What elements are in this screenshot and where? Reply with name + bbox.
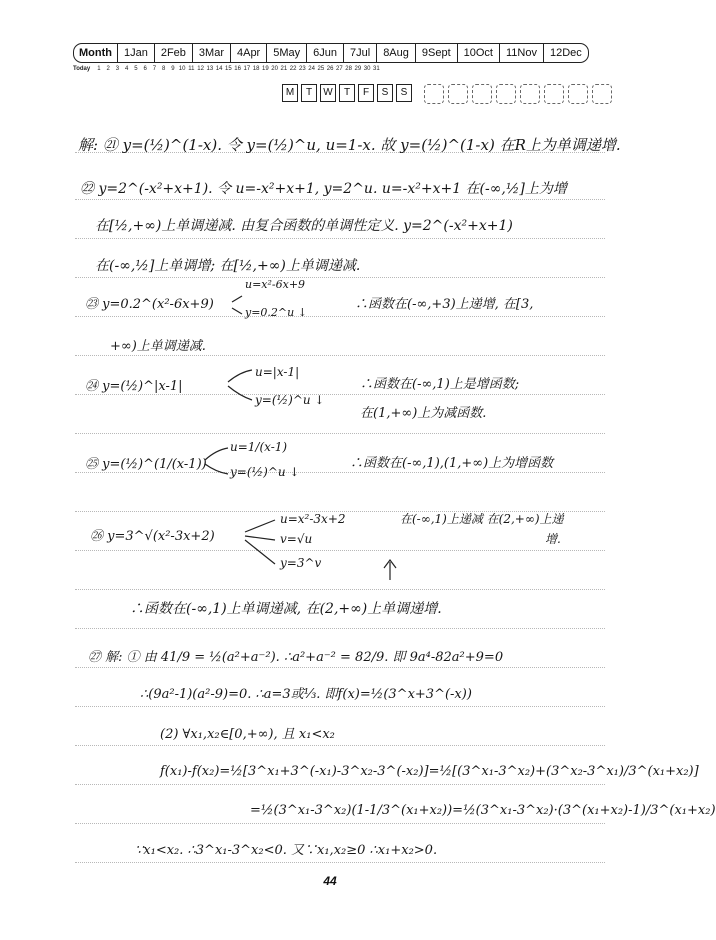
day-number[interactable]: 16 <box>234 66 241 72</box>
day-number[interactable]: 19 <box>262 66 269 72</box>
solution-line-27a: ㉗ 解: ① 由 41/9 = ½(a²+a⁻²). ∴a²+a⁻² = 82/9. 即 9a⁴-82a²+9=0 <box>88 650 504 665</box>
weekday-t2[interactable]: T <box>339 84 355 102</box>
day-number[interactable]: 15 <box>225 66 232 72</box>
weekday-m[interactable]: M <box>282 84 298 102</box>
month-tab-apr[interactable]: 4Apr <box>231 44 267 62</box>
month-tab-mar[interactable]: 3Mar <box>193 44 231 62</box>
conclusion-24b: 在(1,+∞)上为减函数. <box>360 406 487 421</box>
solution-line-27b: ∴(9a²-1)(a²-9)=0. ∴a=3或⅓. 即f(x)=½(3^x+3^(-x)) <box>140 687 472 702</box>
month-tab-may[interactable]: 5May <box>267 44 307 62</box>
day-number[interactable]: 6 <box>143 66 147 72</box>
today-label: Today <box>73 66 91 72</box>
month-tab-sept[interactable]: 9Sept <box>416 44 458 62</box>
weekday-f[interactable]: F <box>358 84 374 102</box>
solution-line-27f: ∵x₁<x₂. ∴3^x₁-3^x₂<0. 又∵x₁,x₂≥0 ∴x₁+x₂>0. <box>135 843 438 858</box>
day-number[interactable]: 28 <box>345 66 352 72</box>
substitution-u-26: u=x²-3x+2 <box>280 512 346 526</box>
substitution-y-25: y=(½)^u ↓ <box>230 465 300 479</box>
weekday-s2[interactable]: S <box>396 84 412 102</box>
substitution-u-23: u=x²-6x+9 <box>245 278 306 291</box>
substitution-y-24: y=(½)^u ↓ <box>255 393 325 407</box>
month-tab-jul[interactable]: 7Jul <box>344 44 377 62</box>
day-number[interactable]: 13 <box>206 66 214 72</box>
conclusion-24a: ∴函数在(-∞,1)上是增函数; <box>360 377 520 392</box>
day-number[interactable]: 31 <box>373 66 380 72</box>
day-number[interactable]: 25 <box>317 66 325 72</box>
day-number[interactable]: 22 <box>289 66 297 72</box>
solution-line-22c: 在(-∞,½]上单调增; 在[½,+∞)上单调递减. <box>95 258 361 274</box>
weekday-w[interactable]: W <box>320 84 336 102</box>
solution-line-23a: ㉓ y=0.2^(x²-6x+9) <box>85 297 214 312</box>
page-number: 44 <box>323 874 337 888</box>
day-number[interactable]: 8 <box>161 66 166 72</box>
solution-line-22b: 在[½,+∞)上单调递减. 由复合函数的单调性定义. y=2^(-x²+x+1) <box>95 218 513 234</box>
substitution-v-26: v=√u <box>280 532 313 546</box>
conclusion-26c: ∴函数在(-∞,1)上单调递减, 在(2,+∞)上单调递增. <box>130 601 442 617</box>
day-number[interactable]: 26 <box>326 66 334 72</box>
day-number[interactable]: 27 <box>336 66 343 72</box>
day-number[interactable]: 3 <box>115 66 120 72</box>
day-number[interactable]: 5 <box>134 66 138 72</box>
month-tab-aug[interactable]: 8Aug <box>377 44 416 62</box>
day-number[interactable]: 14 <box>215 66 223 72</box>
day-number[interactable]: 11 <box>188 66 195 72</box>
day-number[interactable]: 10 <box>178 66 186 72</box>
month-tab-oct[interactable]: 10Oct <box>458 44 500 62</box>
day-number[interactable]: 2 <box>106 66 110 72</box>
conclusion-25: ∴函数在(-∞,1),(1,+∞)上为增函数 <box>350 456 554 471</box>
day-number[interactable]: 1 <box>97 66 101 72</box>
solution-line-25: ㉕ y=(½)^(1/(x-1)) <box>85 457 207 472</box>
conclusion-26b: 增. <box>545 532 561 546</box>
substitution-u-25: u=1/(x-1) <box>230 440 288 454</box>
day-number[interactable]: 12 <box>197 66 204 72</box>
solution-line-27e: =½(3^x₁-3^x₂)(1-1/3^(x₁+x₂))=½(3^x₁-3^x₂)·(3^(x₁+x₂)-1)/3^(x₁+x₂) <box>250 803 716 818</box>
month-tab-label[interactable]: Month <box>74 44 118 62</box>
day-number[interactable]: 29 <box>354 66 362 72</box>
conclusion-26a: 在(-∞,1)上递减 在(2,+∞)上递 <box>400 512 564 526</box>
day-number[interactable]: 9 <box>171 66 175 72</box>
day-number[interactable]: 24 <box>308 66 315 72</box>
day-number[interactable]: 21 <box>280 66 288 72</box>
solution-line-21: 解: ㉑ y=(½)^(1-x). 令 y=(½)^u, u=1-x. 故 y=(½)^(1-x) 在R上为单调递增. <box>78 136 621 154</box>
day-number[interactable]: 23 <box>299 66 306 72</box>
solution-line-27d: f(x₁)-f(x₂)=½[3^x₁+3^(-x₁)-3^x₂-3^(-x₂)]=½[(3^x₁-3^x₂)+(3^x₂-3^x₁)/3^(x₁+x₂)] <box>160 764 699 779</box>
month-tab-dec[interactable]: 12Dec <box>549 47 582 59</box>
day-number[interactable]: 4 <box>124 66 129 72</box>
substitution-y-23: y=0.2^u ↓ <box>245 306 307 319</box>
weekday-s[interactable]: S <box>377 84 393 102</box>
day-number[interactable]: 30 <box>363 66 371 72</box>
substitution-y-26: y=3^v <box>280 556 322 570</box>
month-tab-nov[interactable]: 11Nov <box>500 44 544 62</box>
month-tab-jan[interactable]: 1Jan <box>118 44 155 62</box>
day-number[interactable]: 20 <box>271 66 278 72</box>
substitution-u-24: u=|x-1| <box>255 365 300 379</box>
day-number[interactable]: 18 <box>252 66 260 72</box>
solution-line-22a: ㉒ y=2^(-x²+x+1). 令 u=-x²+x+1, y=2^u. u=-x²+x+1 在(-∞,½]上为增 <box>80 181 567 197</box>
solution-line-24: ㉔ y=(½)^|x-1| <box>85 379 183 394</box>
solution-line-26: ㉖ y=3^√(x²-3x+2) <box>90 529 215 544</box>
solution-line-27c: (2) ∀x₁,x₂∈[0,+∞), 且 x₁<x₂ <box>160 727 335 742</box>
day-number[interactable]: 7 <box>152 66 157 72</box>
day-number[interactable]: 17 <box>243 66 251 72</box>
conclusion-23a: ∴函数在(-∞,+3)上递增, 在[3, <box>355 297 534 312</box>
month-tab-feb[interactable]: 2Feb <box>155 44 193 62</box>
conclusion-23b: +∞)上单调递减. <box>110 339 206 354</box>
month-tab-jun[interactable]: 6Jun <box>307 44 344 62</box>
weekday-t[interactable]: T <box>301 84 317 102</box>
